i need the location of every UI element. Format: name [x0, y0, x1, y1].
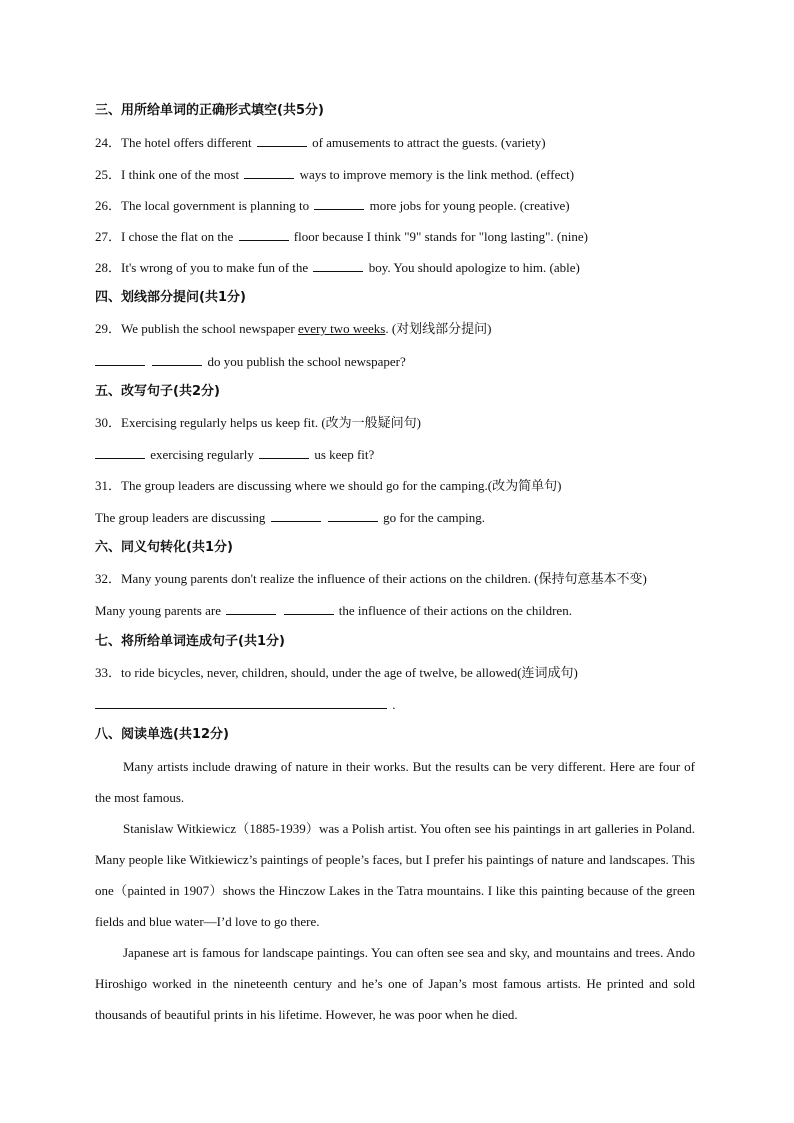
- question-26-text-end: more jobs for young people. (creative): [369, 198, 570, 213]
- question-30-answer: [95, 446, 705, 463]
- answer-blank-32b[interactable]: [284, 602, 334, 615]
- question-24-text-end: of amusements to attract the guests. (variety): [312, 135, 546, 150]
- section-7-heading: 七、将所给单词连成句子(共1分): [95, 634, 285, 649]
- question-32: 32．Many young parents don't realize the influence of their actions on the children. (保持句意基本不变): [95, 571, 647, 586]
- question-31: 31．The group leaders are discussing where we should go for the camping.(改为简单句): [95, 478, 562, 493]
- question-32-answer-start: Many young parents are: [95, 603, 221, 618]
- question-26: [95, 197, 705, 214]
- question-28-text: 28．It's wrong of you to make fun of the: [95, 260, 309, 275]
- passage-paragraph-3: Japanese art is famous for landscape paintings. You can often see sea and sky, and mountains and trees. Ando Hiroshigo worked in the nineteenth century and he’s one of Japan’s most famous artists. He printed and sold thousands of beautiful prints in his lifetime. However, he was poor when he died.: [95, 945, 695, 1022]
- answer-blank-26[interactable]: [314, 197, 364, 210]
- question-27-text: 27．I chose the flat on the: [95, 229, 234, 244]
- question-28-text-end: boy. You should apologize to him. (able): [368, 260, 580, 275]
- passage-paragraph-2: Stanislaw Witkiewicz（1885-1939）was a Polish artist. You often see his paintings in art galleries in Poland. Many people like Witkiewicz’s paintings of people’s faces, but I prefer his paintings of nature and landscapes. This one（painted in 1907）shows the Hinczow Lakes in the Tatra mountains. I like this painting because of the green fields and blue water—I’d love to go there.: [95, 821, 695, 929]
- question-31-answer-end: go for the camping.: [383, 510, 485, 525]
- question-29-answer: [95, 353, 705, 370]
- question-29-text: 29．We publish the school newspaper: [95, 321, 298, 336]
- question-32-answer-end: the influence of their actions on the children.: [338, 603, 572, 618]
- question-27-text-end: floor because I think "9" stands for "long lasting". (nine): [293, 229, 588, 244]
- answer-blank-31a[interactable]: [271, 509, 321, 522]
- section-5-heading: 五、改写句子(共2分): [95, 384, 220, 399]
- question-24-text: 24．The hotel offers different: [95, 135, 252, 150]
- reading-passage: [95, 751, 695, 1030]
- answer-blank-24[interactable]: [257, 134, 307, 147]
- question-24: [95, 134, 705, 151]
- question-29-instruction: . (对划线部分提问): [385, 321, 492, 336]
- section-8-heading: 八、阅读单选(共12分): [95, 727, 229, 742]
- answer-blank-25[interactable]: [244, 166, 294, 179]
- question-33-answer: [95, 696, 705, 713]
- question-27: [95, 228, 705, 245]
- question-25-text: 25．I think one of the most: [95, 167, 240, 182]
- answer-line-33[interactable]: [95, 696, 387, 709]
- question-33: 33．to ride bicycles, never, children, should, under the age of twelve, be allowed(连词成句): [95, 665, 578, 680]
- question-33-answer-end: .: [392, 697, 396, 712]
- answer-blank-27[interactable]: [239, 228, 289, 241]
- question-25-text-end: ways to improve memory is the link method. (effect): [299, 167, 575, 182]
- question-30-answer-end: us keep fit?: [314, 447, 375, 462]
- answer-blank-30b[interactable]: [259, 446, 309, 459]
- answer-blank-28[interactable]: [313, 259, 363, 272]
- answer-blank-30a[interactable]: [95, 446, 145, 459]
- question-32-answer: [95, 602, 705, 619]
- answer-blank-32a[interactable]: [226, 602, 276, 615]
- passage-paragraph-1: Many artists include drawing of nature in their works. But the results can be very different. Here are four of the most famous.: [95, 759, 695, 805]
- question-29-answer-text: do you publish the school newspaper?: [207, 354, 406, 369]
- question-31-answer-start: The group leaders are discussing: [95, 510, 266, 525]
- question-31-answer: [95, 509, 705, 526]
- question-28: [95, 259, 705, 276]
- question-30-answer-mid: exercising regularly: [150, 447, 254, 462]
- section-3-heading: 三、用所给单词的正确形式填空(共5分): [95, 103, 324, 118]
- question-26-text: 26．The local government is planning to: [95, 198, 310, 213]
- section-6-heading: 六、同义句转化(共1分): [95, 540, 233, 555]
- question-29: [95, 321, 705, 337]
- underlined-phrase: every two weeks: [297, 321, 386, 336]
- question-25: [95, 166, 705, 183]
- answer-blank-29b[interactable]: [152, 353, 202, 366]
- section-4-heading: 四、划线部分提问(共1分): [95, 290, 246, 305]
- question-30: 30．Exercising regularly helps us keep fit. (改为一般疑问句): [95, 415, 422, 430]
- answer-blank-29a[interactable]: [95, 353, 145, 366]
- answer-blank-31b[interactable]: [328, 509, 378, 522]
